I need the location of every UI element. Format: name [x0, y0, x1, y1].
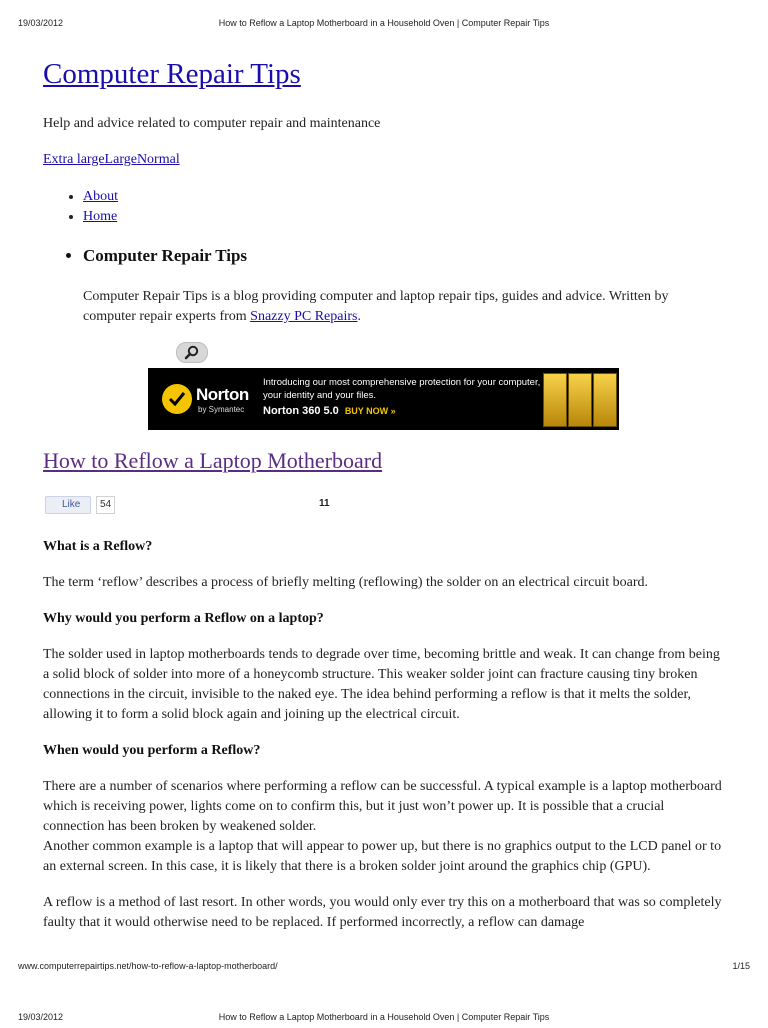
paragraph: The solder used in laptop motherboards tends to degrade over time, becoming brittle and weak. It can change from being a solid block of solder into more of a honeycomb structure. This weaker solder joint can fracture causing tiny broken connections in the circuit, invisible to the naked eye. The idea behind performing a reflow is that it melts the solder, allowing it to form a solid block again and joining up the electrical circuit. [43, 647, 720, 722]
norton-check-icon [162, 384, 192, 414]
ad-buy-now[interactable]: BUY NOW » [344, 406, 396, 416]
site-tagline: Help and advice related to computer repair and maintenance [43, 116, 381, 131]
paragraph: There are a number of scenarios where performing a reflow can be successful. A typical example is a laptop motherboard which is receiving power, lights come on to confirm this, but it just won’t power up. It is possible that a crucial connection has been broken by weakened solder. [43, 779, 722, 834]
product-box-image [593, 373, 617, 427]
about-box-heading: • Computer Repair Tips [83, 245, 247, 267]
nav-link-home[interactable]: Home [83, 209, 118, 224]
main-nav [43, 187, 118, 227]
nav-item-about [83, 187, 118, 207]
paragraph: Another common example is a laptop that will appear to power up, but there is no graphics output to the LCD panel or to an external screen. In this case, it is likely that there is a broken solder joint around the graphics chip (GPU). [43, 839, 722, 874]
product-box-image [543, 373, 567, 427]
facebook-like-button[interactable] [45, 496, 91, 514]
font-size-switcher [43, 151, 180, 169]
snazzy-pc-repairs-link[interactable]: Snazzy PC Repairs [250, 309, 358, 324]
nav-link-about[interactable]: About [83, 189, 118, 204]
about-box-heading-list [43, 245, 247, 267]
font-size-large-link[interactable]: Large [104, 152, 137, 167]
ad-cta [263, 405, 396, 417]
section-heading: When would you perform a Reflow? [43, 743, 261, 758]
nav-item-home [83, 207, 118, 227]
section-heading: Why would you perform a Reflow on a laptop? [43, 611, 324, 626]
print-date: 19/03/2012 [18, 18, 64, 28]
about-box-text [83, 287, 723, 327]
font-size-normal-link[interactable]: Normal [136, 152, 180, 167]
next-page-header [0, 1012, 768, 1028]
about-box-description: Computer Repair Tips is a blog providing computer and laptop repair tips, guides and advice. Written by computer repair experts from [83, 289, 669, 324]
ad-brand-byline: by Symantec [198, 405, 245, 414]
print-page-title: How to Reflow a Laptop Motherboard in a Household Oven | Computer Repair Tips [218, 1012, 550, 1022]
post-title [43, 448, 382, 474]
like-label: Like [62, 499, 81, 510]
print-page-title: How to Reflow a Laptop Motherboard in a Household Oven | Computer Repair Tips [218, 18, 550, 28]
about-box-period: . [357, 309, 361, 324]
print-header [0, 18, 768, 34]
paragraph: A reflow is a method of last resort. In other words, you would only ever try this on a motherboard that was so completely faulty that it would otherwise need to be replaced. If performed incorrectly, a reflow can damage [43, 895, 722, 930]
ad-text: Introducing our most comprehensive protection for your computer, your identity and your files. [263, 377, 541, 401]
search-icon[interactable] [176, 342, 208, 363]
print-url: www.computerrepairtips.net/how-to-reflow-a-laptop-motherboard/ [18, 961, 278, 971]
section-heading: What is a Reflow? [43, 539, 153, 554]
font-size-extra-large-link[interactable]: Extra large [43, 152, 105, 167]
print-footer [0, 961, 768, 975]
product-box-image [568, 373, 592, 427]
share-count: 11 [319, 498, 330, 509]
article-body [43, 537, 723, 933]
norton-ad-banner[interactable] [148, 368, 619, 430]
site-title [43, 54, 301, 94]
ad-brand: Norton [196, 385, 249, 404]
print-page-number: 1/15 [732, 961, 750, 971]
paragraph: The term ‘reflow’ describes a process of briefly melting (reflowing) the solder on an electrical circuit board. [43, 575, 648, 590]
like-count: 54 [96, 496, 115, 514]
post-title-link[interactable]: How to Reflow a Laptop Motherboard [43, 448, 383, 473]
print-date: 19/03/2012 [18, 1012, 64, 1022]
site-title-link[interactable]: Computer Repair Tips [43, 58, 301, 90]
ad-product: Norton 360 5.0 [263, 405, 339, 417]
